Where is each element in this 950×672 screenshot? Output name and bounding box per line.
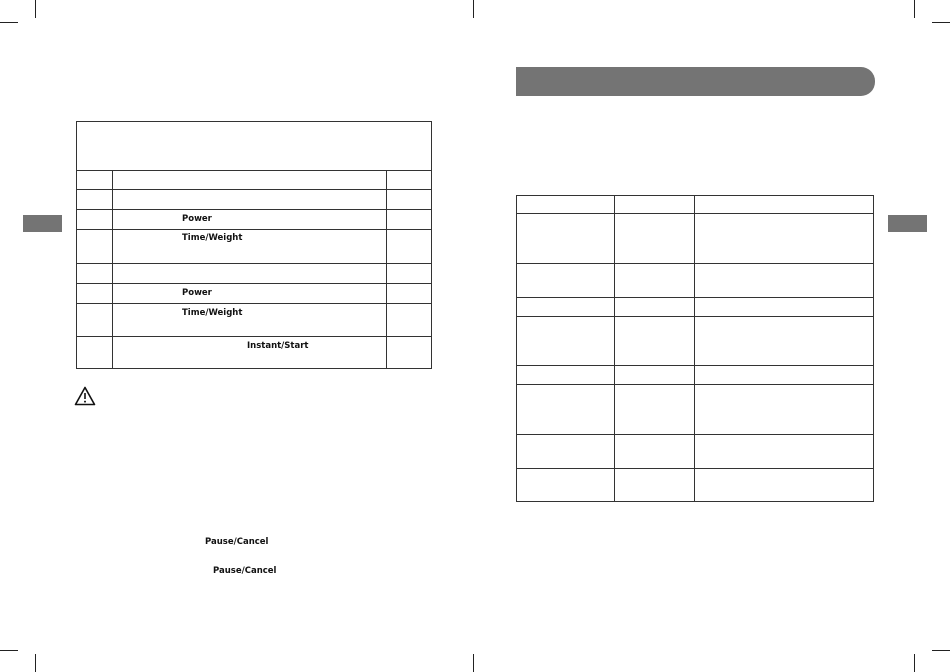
table-column-rule [614,196,615,501]
table-row-rule [77,336,431,337]
crop-mark [35,0,36,18]
table-row-rule [517,316,873,317]
table-row-rule [517,365,873,366]
time-weight-keyword: Time/Weight [182,308,243,318]
section-header-bar [516,67,875,96]
pause-cancel-keyword: Pause/Cancel [205,537,269,547]
instant-start-keyword: Instant/Start [247,341,309,351]
warning-triangle-icon [74,386,96,406]
crop-mark [932,650,950,651]
table-row-rule [77,283,431,284]
side-tab-right [888,215,927,232]
power-keyword: Power [182,214,212,224]
side-tab-left [23,215,62,232]
table-row-rule [77,229,431,230]
crop-mark [0,22,18,23]
crop-mark [473,654,474,672]
table-row-rule [77,189,431,190]
table-row-rule [517,384,873,385]
table-row-rule [77,263,431,264]
crop-mark [914,0,915,18]
table-row-rule [517,434,873,435]
table-row-rule [517,468,873,469]
crop-mark [932,22,950,23]
cooking-guide-table [516,195,874,502]
program-steps-table [76,121,432,369]
table-row-rule [517,213,873,214]
time-weight-keyword: Time/Weight [182,233,243,243]
pause-cancel-keyword: Pause/Cancel [213,566,277,576]
table-row-rule [77,303,431,304]
crop-mark [914,654,915,672]
table-row-rule [77,170,431,171]
power-keyword: Power [182,288,212,298]
table-row-rule [77,209,431,210]
table-row-rule [517,297,873,298]
table-column-rule [112,170,113,368]
crop-mark [473,0,474,18]
crop-mark [35,654,36,672]
table-column-rule [694,196,695,501]
table-column-rule [386,170,387,368]
table-row-rule [517,263,873,264]
crop-mark [0,650,18,651]
